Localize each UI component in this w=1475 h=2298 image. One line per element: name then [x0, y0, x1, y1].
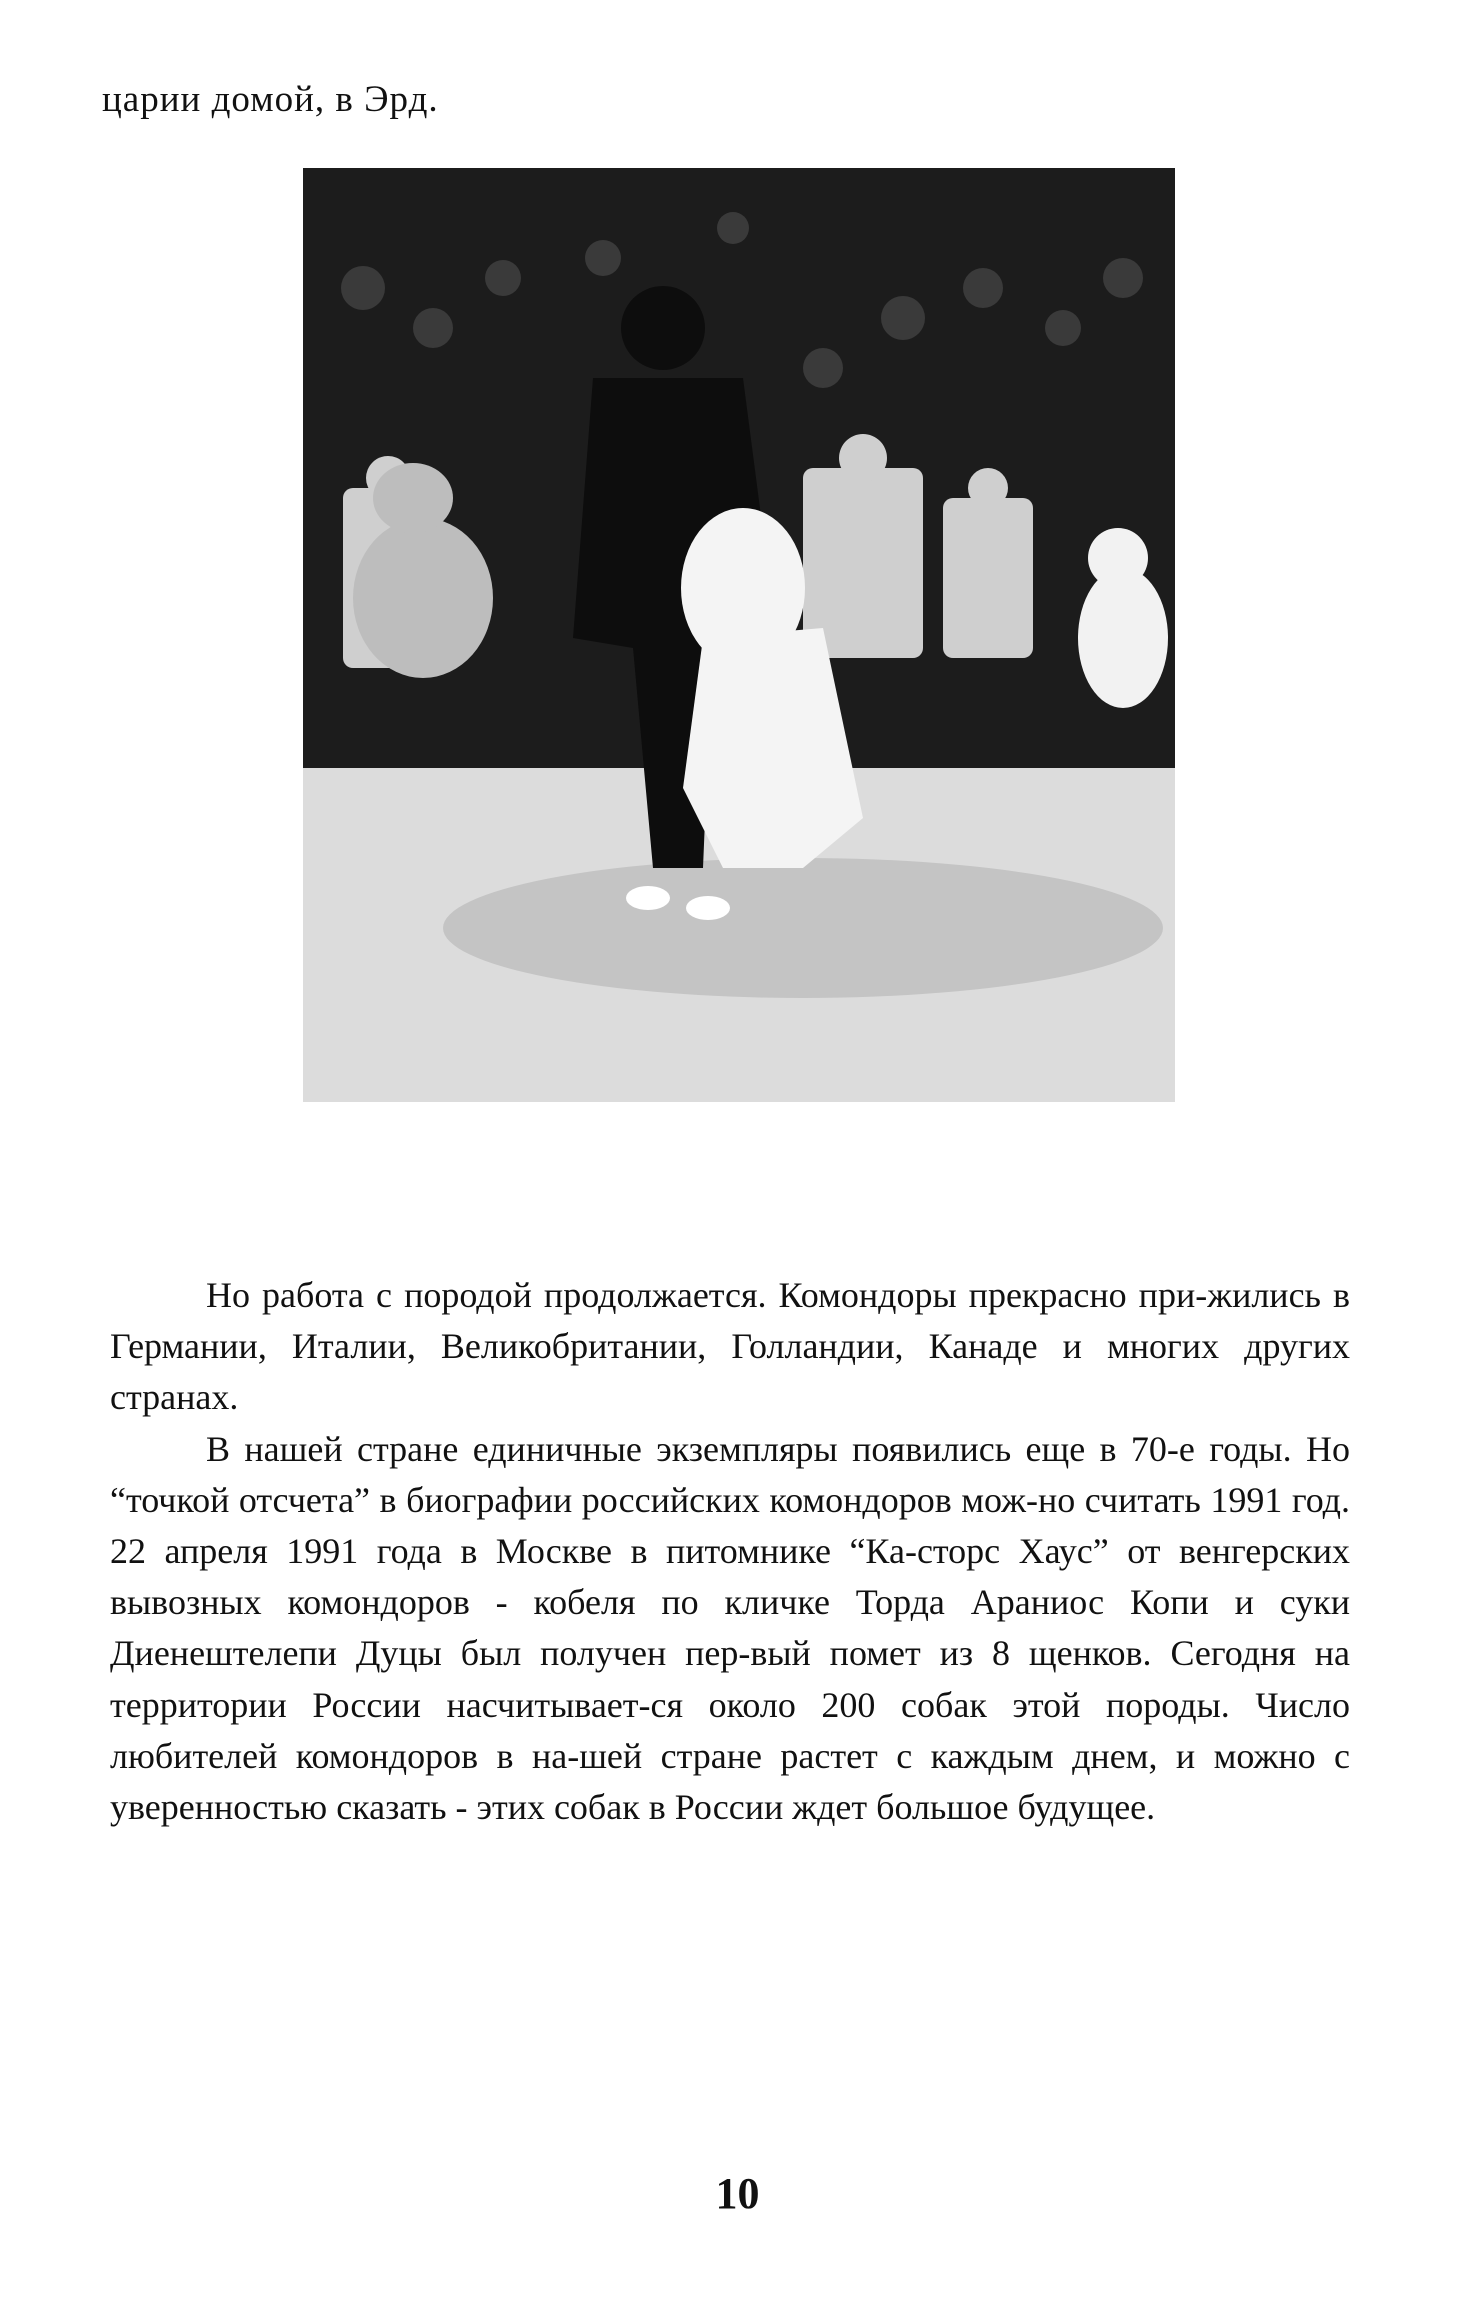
paragraph-1: Но работа с породой продолжается. Комондоры прекрасно при-жились в Германии, Италии, Великобритании, Голландии, Канаде и многих других странах. — [110, 1275, 1350, 1418]
top-line-text: царии домой, в Эрд. — [102, 79, 439, 120]
photo-dog-show-icon — [303, 168, 1175, 1102]
dog-show-photo — [303, 168, 1175, 1102]
body-text — [110, 1270, 1350, 1833]
page-number: 10 — [715, 2169, 760, 2218]
paragraph-2: В нашей стране единичные экземпляры появились еще в 70-е годы. Но “точкой отсчета” в биографии российских комондоров мож-но считать 1991 год. 22 апреля 1991 года в Москве в питомнике “Ка-сторс Хаус” от венгерских вывозных комондоров - кобеля по кличке Торда Араниос Копи и суки Диенештелепи Дуцы был получен пер-вый помет из 8 щенков. Сегодня на территории России насчитывает-ся около 200 собак этой породы. Число любителей комондоров в на-шей стране растет с каждым днем, и можно с уверенностью сказать - этих собак в России ждет большое будущее. — [110, 1428, 1350, 1828]
